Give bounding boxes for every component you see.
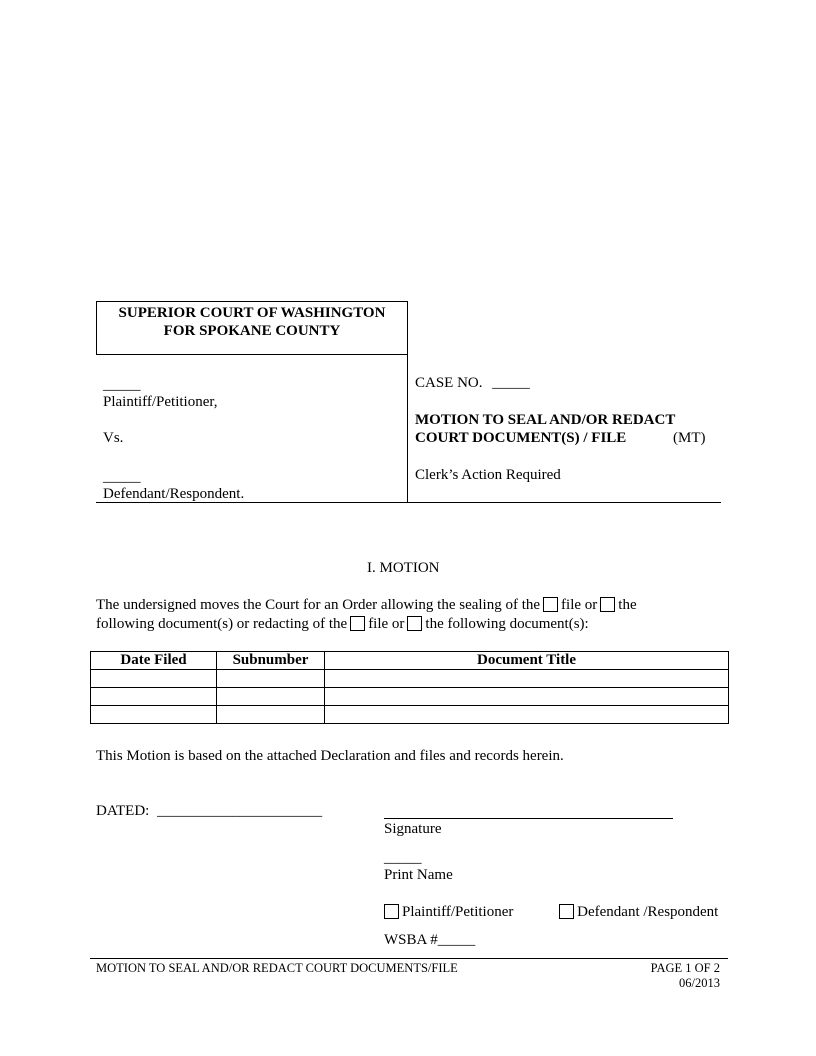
footer-rule xyxy=(90,958,728,959)
documents-table xyxy=(90,651,729,724)
court-name-line1: SUPERIOR COURT OF WASHINGTON xyxy=(118,305,386,321)
date-filed-cell[interactable] xyxy=(91,706,217,724)
motion-line2-text-a: following document(s) or redacting of the xyxy=(96,616,348,632)
header-date-filed: Date Filed xyxy=(91,652,217,670)
defendant-name-blank[interactable]: _____ xyxy=(103,469,141,485)
motion-line1-text-b: file or xyxy=(561,597,598,613)
seal-documents-checkbox[interactable] xyxy=(600,597,615,612)
plaintiff-option-label: Plaintiff/Petitioner xyxy=(402,904,514,920)
seal-file-checkbox[interactable] xyxy=(543,597,558,612)
dated-label: DATED: xyxy=(96,803,150,819)
subnumber-cell[interactable] xyxy=(217,688,325,706)
motion-line2-text-b: file or xyxy=(368,616,405,632)
case-no-label: CASE NO. xyxy=(415,375,483,391)
motion-line1-text-c: the xyxy=(618,597,637,613)
date-filed-cell[interactable] xyxy=(91,688,217,706)
redact-documents-checkbox[interactable] xyxy=(407,616,422,631)
document-code: (MT) xyxy=(673,430,706,446)
caption-divider-vertical xyxy=(407,355,408,503)
table-row xyxy=(91,688,729,706)
document-title-line2: COURT DOCUMENT(S) / FILE xyxy=(415,430,627,446)
header-document-title: Document Title xyxy=(325,652,729,670)
date-filed-cell[interactable] xyxy=(91,670,217,688)
footer-document-title: MOTION TO SEAL AND/OR REDACT COURT DOCUMENTS/FILE xyxy=(96,961,458,975)
court-name-box xyxy=(96,301,408,355)
signature-line[interactable] xyxy=(384,818,673,819)
print-name-blank[interactable]: _____ xyxy=(384,850,422,866)
wsba-number[interactable]: WSBA #_____ xyxy=(384,932,476,948)
document-title-line1: MOTION TO SEAL AND/OR REDACT xyxy=(415,412,676,428)
motion-text-line2 xyxy=(96,616,589,633)
court-name-line2: FOR SPOKANE COUNTY xyxy=(163,323,341,339)
header-subnumber: Subnumber xyxy=(217,652,325,670)
motion-line1-text-a: The undersigned moves the Court for an Order allowing the sealing of the xyxy=(96,597,541,613)
vs-label: Vs. xyxy=(103,430,124,446)
section-heading: I. MOTION xyxy=(367,560,440,576)
document-title-cell[interactable] xyxy=(325,688,729,706)
subnumber-cell[interactable] xyxy=(217,670,325,688)
document-title-cell[interactable] xyxy=(325,706,729,724)
case-no-blank[interactable]: _____ xyxy=(492,375,530,391)
plaintiff-name-blank[interactable]: _____ xyxy=(103,377,141,393)
defendant-option-checkbox[interactable] xyxy=(559,904,574,919)
case-number xyxy=(415,375,530,392)
document-title-cell[interactable] xyxy=(325,670,729,688)
print-name-label: Print Name xyxy=(384,867,453,883)
dated-line xyxy=(96,803,322,820)
party-options xyxy=(381,904,718,921)
clerk-action-note: Clerk’s Action Required xyxy=(415,467,561,483)
motion-text-line1 xyxy=(96,597,637,614)
table-row xyxy=(91,706,729,724)
footer-page-number: PAGE 1 OF 2 xyxy=(650,961,720,975)
footer-revision-date: 06/2013 xyxy=(679,976,720,990)
defendant-label: Defendant/Respondent. xyxy=(103,486,245,502)
table-header-row xyxy=(91,652,729,670)
plaintiff-label: Plaintiff/Petitioner, xyxy=(103,394,218,410)
basis-statement: This Motion is based on the attached Declaration and files and records herein. xyxy=(96,748,564,764)
table-row xyxy=(91,670,729,688)
signature-label: Signature xyxy=(384,821,442,837)
motion-line2-text-c: the following document(s): xyxy=(425,616,589,632)
plaintiff-option-checkbox[interactable] xyxy=(384,904,399,919)
defendant-option-label: Defendant /Respondent xyxy=(577,904,719,920)
subnumber-cell[interactable] xyxy=(217,706,325,724)
redact-file-checkbox[interactable] xyxy=(350,616,365,631)
dated-blank[interactable]: ______________________ xyxy=(157,803,323,819)
